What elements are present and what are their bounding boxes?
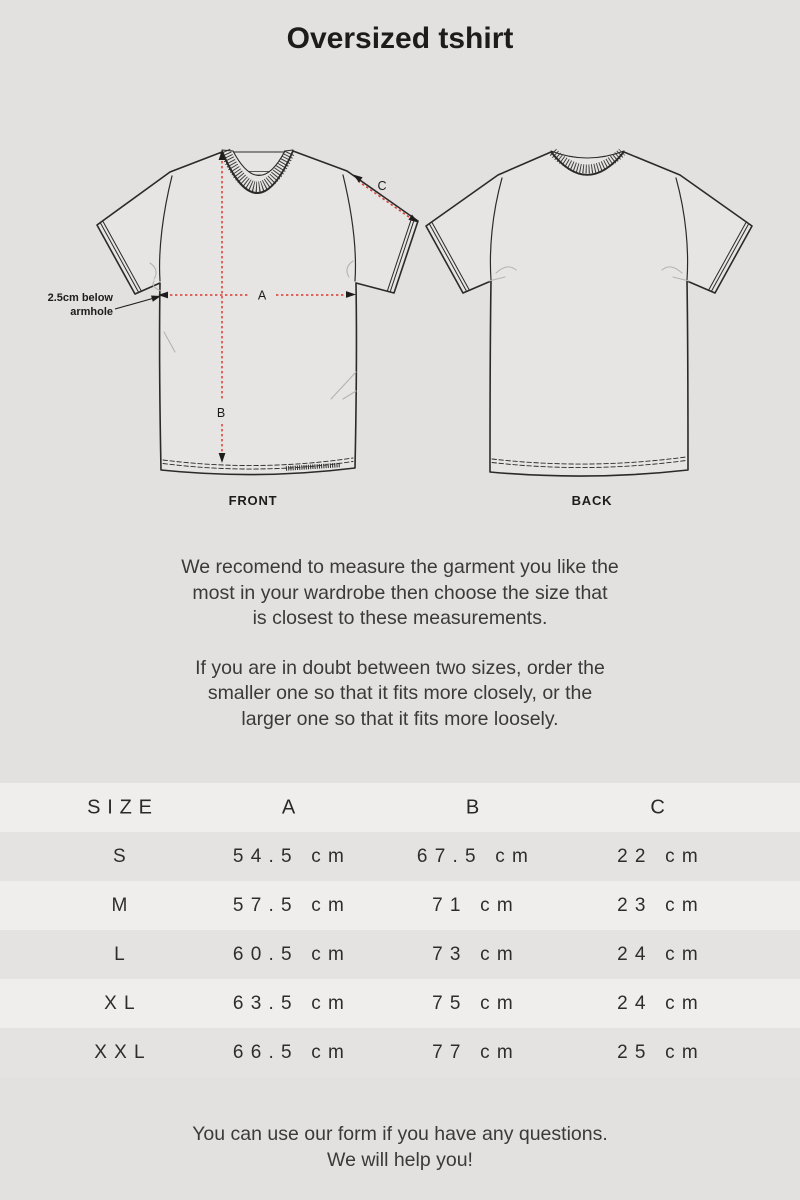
intro-line: is closest to these measurements. — [252, 607, 548, 629]
intro-text — [0, 555, 800, 732]
page-title: Oversized tshirt — [286, 22, 514, 55]
col-header-a: A — [281, 796, 303, 818]
col-header-b: B — [465, 796, 487, 818]
c-cell: 25 cm — [617, 1041, 705, 1063]
table-row-l — [0, 930, 800, 979]
footer-line: You can use our form if you have any questions. — [192, 1123, 608, 1145]
intro-line: smaller one so that it fits more closely, or the — [207, 682, 593, 704]
size-cell: XXL — [94, 1041, 152, 1063]
b-cell: 77 cm — [432, 1041, 520, 1063]
back-tshirt-drawing — [426, 151, 752, 476]
table-row-xxl — [0, 1028, 800, 1077]
front-body-outline — [97, 151, 418, 475]
footer-line: We will help you! — [327, 1149, 473, 1171]
back-body-outline — [426, 152, 752, 476]
c-cell: 24 cm — [617, 943, 705, 965]
footer-text — [0, 1121, 800, 1173]
size-table — [0, 783, 800, 1077]
b-cell: 73 cm — [432, 943, 520, 965]
measure-label-b: B — [216, 406, 226, 420]
table-row-s — [0, 832, 800, 881]
table-row-m — [0, 881, 800, 930]
a-cell: 66.5 cm — [232, 1041, 352, 1063]
a-cell: 63.5 cm — [232, 992, 352, 1014]
back-caption: BACK — [571, 493, 613, 508]
size-cell: S — [113, 845, 133, 867]
front-tshirt-drawing — [97, 150, 418, 475]
intro-line: If you are in doubt between two sizes, order the — [195, 656, 605, 679]
front-caption: FRONT — [228, 493, 278, 508]
size-cell: L — [114, 943, 132, 965]
paragraph-gap — [0, 632, 800, 656]
table-row-xl — [0, 979, 800, 1028]
armhole-note-line2: armhole — [70, 306, 113, 318]
armhole-note — [48, 292, 161, 318]
intro-line: We recomend to measure the garment you like the — [181, 556, 619, 578]
intro-line: larger one so that it fits more loosely. — [241, 707, 559, 730]
size-cell: M — [111, 894, 135, 916]
col-header-c: C — [650, 796, 672, 818]
b-cell: 71 cm — [432, 894, 520, 916]
measure-label-a: A — [257, 288, 267, 303]
col-header-size: SIZE — [87, 796, 159, 818]
size-cell: XL — [104, 992, 142, 1014]
a-cell: 54.5 cm — [232, 845, 352, 867]
armhole-note-line1: 2.5cm below — [47, 292, 113, 304]
c-cell: 22 cm — [617, 845, 705, 867]
c-cell: 24 cm — [617, 992, 705, 1014]
b-cell: 67.5 cm — [416, 845, 536, 867]
b-cell: 75 cm — [432, 992, 520, 1014]
c-cell: 23 cm — [617, 894, 705, 916]
measure-label-c: C — [377, 179, 387, 193]
tshirt-diagram — [0, 0, 800, 530]
a-cell: 60.5 cm — [232, 943, 352, 965]
size-table-header-row — [0, 783, 800, 832]
a-cell: 57.5 cm — [232, 894, 352, 916]
intro-line: most in your wardrobe then choose the size that — [192, 581, 608, 604]
